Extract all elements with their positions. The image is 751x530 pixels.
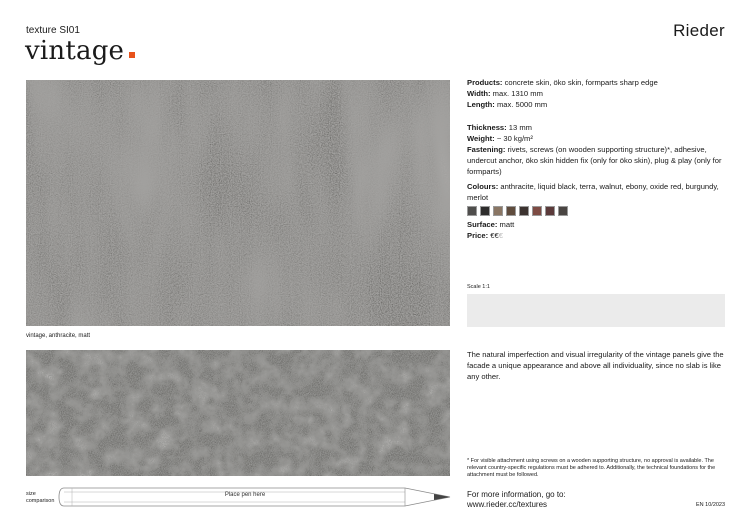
texture-description: The natural imperfection and visual irregularity of the vintage panels give the facade a unique appearance and above all individuality, since no slab is like any other. xyxy=(467,350,724,381)
spec-fastening-label: Fastening: xyxy=(467,145,506,154)
texture-sample-large xyxy=(26,80,450,326)
texture-title xyxy=(25,36,135,66)
colour-swatch xyxy=(493,206,503,216)
brand-logo: Rieder xyxy=(673,21,725,40)
scale-label: Scale 1:1 xyxy=(467,284,490,290)
title-accent-dot xyxy=(129,52,135,58)
size-comparison-label xyxy=(26,491,54,505)
spec-products-label: Products: xyxy=(467,78,503,87)
texture-code: texture SI01 xyxy=(26,25,80,36)
texture-title-text: vintage xyxy=(25,36,125,66)
sample-caption: vintage, anthracite, matt xyxy=(26,333,91,339)
spec-group-technical xyxy=(467,122,729,177)
colour-swatch xyxy=(532,206,542,216)
colour-swatch xyxy=(467,206,477,216)
spec-width-label: Width: xyxy=(467,89,491,98)
spec-fastening-value: rivets, screws (on wooden supporting structure)*, adhesive, undercut anchor, öko skin hidden fix (only for öko skin), plug & play (only for formparts) xyxy=(467,145,722,176)
pencil-outline xyxy=(58,485,453,514)
spec-colours-label: Colours: xyxy=(467,182,499,191)
colour-swatch xyxy=(519,206,529,216)
spec-surface-value: matt xyxy=(499,220,515,229)
size-comparison-label-line2: comparison xyxy=(26,498,55,504)
concrete-texture-image xyxy=(26,80,450,326)
spec-group-finish xyxy=(467,219,729,241)
more-info-link[interactable]: www.rieder.cc/textures xyxy=(467,500,548,509)
texture-sample-scale xyxy=(26,350,450,476)
spec-colours xyxy=(467,181,729,203)
more-info-label: For more information, go to: xyxy=(467,490,566,499)
spec-weight-value: ~ 30 kg/m² xyxy=(496,134,533,143)
colour-swatch xyxy=(480,206,490,216)
spec-price xyxy=(467,230,729,241)
concrete-texture-closeup-image xyxy=(26,350,450,476)
spec-surface-label: Surface: xyxy=(467,220,498,229)
spec-fastening xyxy=(467,144,729,177)
spec-products-value: concrete skin, öko skin, formparts sharp edge xyxy=(504,78,658,87)
spec-thickness-label: Thickness: xyxy=(467,123,507,132)
footnote: * For visible attachment using screws on a wooden supporting structure, no approval is available. The relevant country-specific regulations must be adhered to. Additionally, the technical foundations for the attachment must be followed. xyxy=(467,458,716,478)
size-comparison-label-line1: size xyxy=(26,491,36,497)
spec-price-value: €€ xyxy=(490,231,499,240)
spec-length-value: max. 5000 mm xyxy=(496,100,548,109)
spec-thickness xyxy=(467,122,729,133)
spec-length-label: Length: xyxy=(467,100,495,109)
colour-swatch xyxy=(506,206,516,216)
spec-weight-label: Weight: xyxy=(467,134,495,143)
spec-price-label: Price: xyxy=(467,231,489,240)
colour-swatch xyxy=(558,206,568,216)
spec-width-value: max. 1310 mm xyxy=(492,89,543,98)
spec-group-dimensions xyxy=(467,77,729,110)
spec-price-value-inactive: € xyxy=(498,231,503,240)
spec-products xyxy=(467,77,729,88)
edition-label: EN 10/2023 xyxy=(696,502,726,508)
spec-colours-value: anthracite, liquid black, terra, walnut, ebony, oxide red, burgundy, merlot xyxy=(467,182,719,202)
spec-width xyxy=(467,88,729,99)
spec-surface xyxy=(467,219,729,230)
spec-thickness-value: 13 mm xyxy=(508,123,533,132)
spec-length xyxy=(467,99,729,110)
pen-placement-label: Place pen here xyxy=(224,492,266,498)
colour-swatches xyxy=(467,206,568,216)
colour-swatch xyxy=(545,206,555,216)
scale-box xyxy=(467,294,725,327)
spec-weight xyxy=(467,133,729,144)
